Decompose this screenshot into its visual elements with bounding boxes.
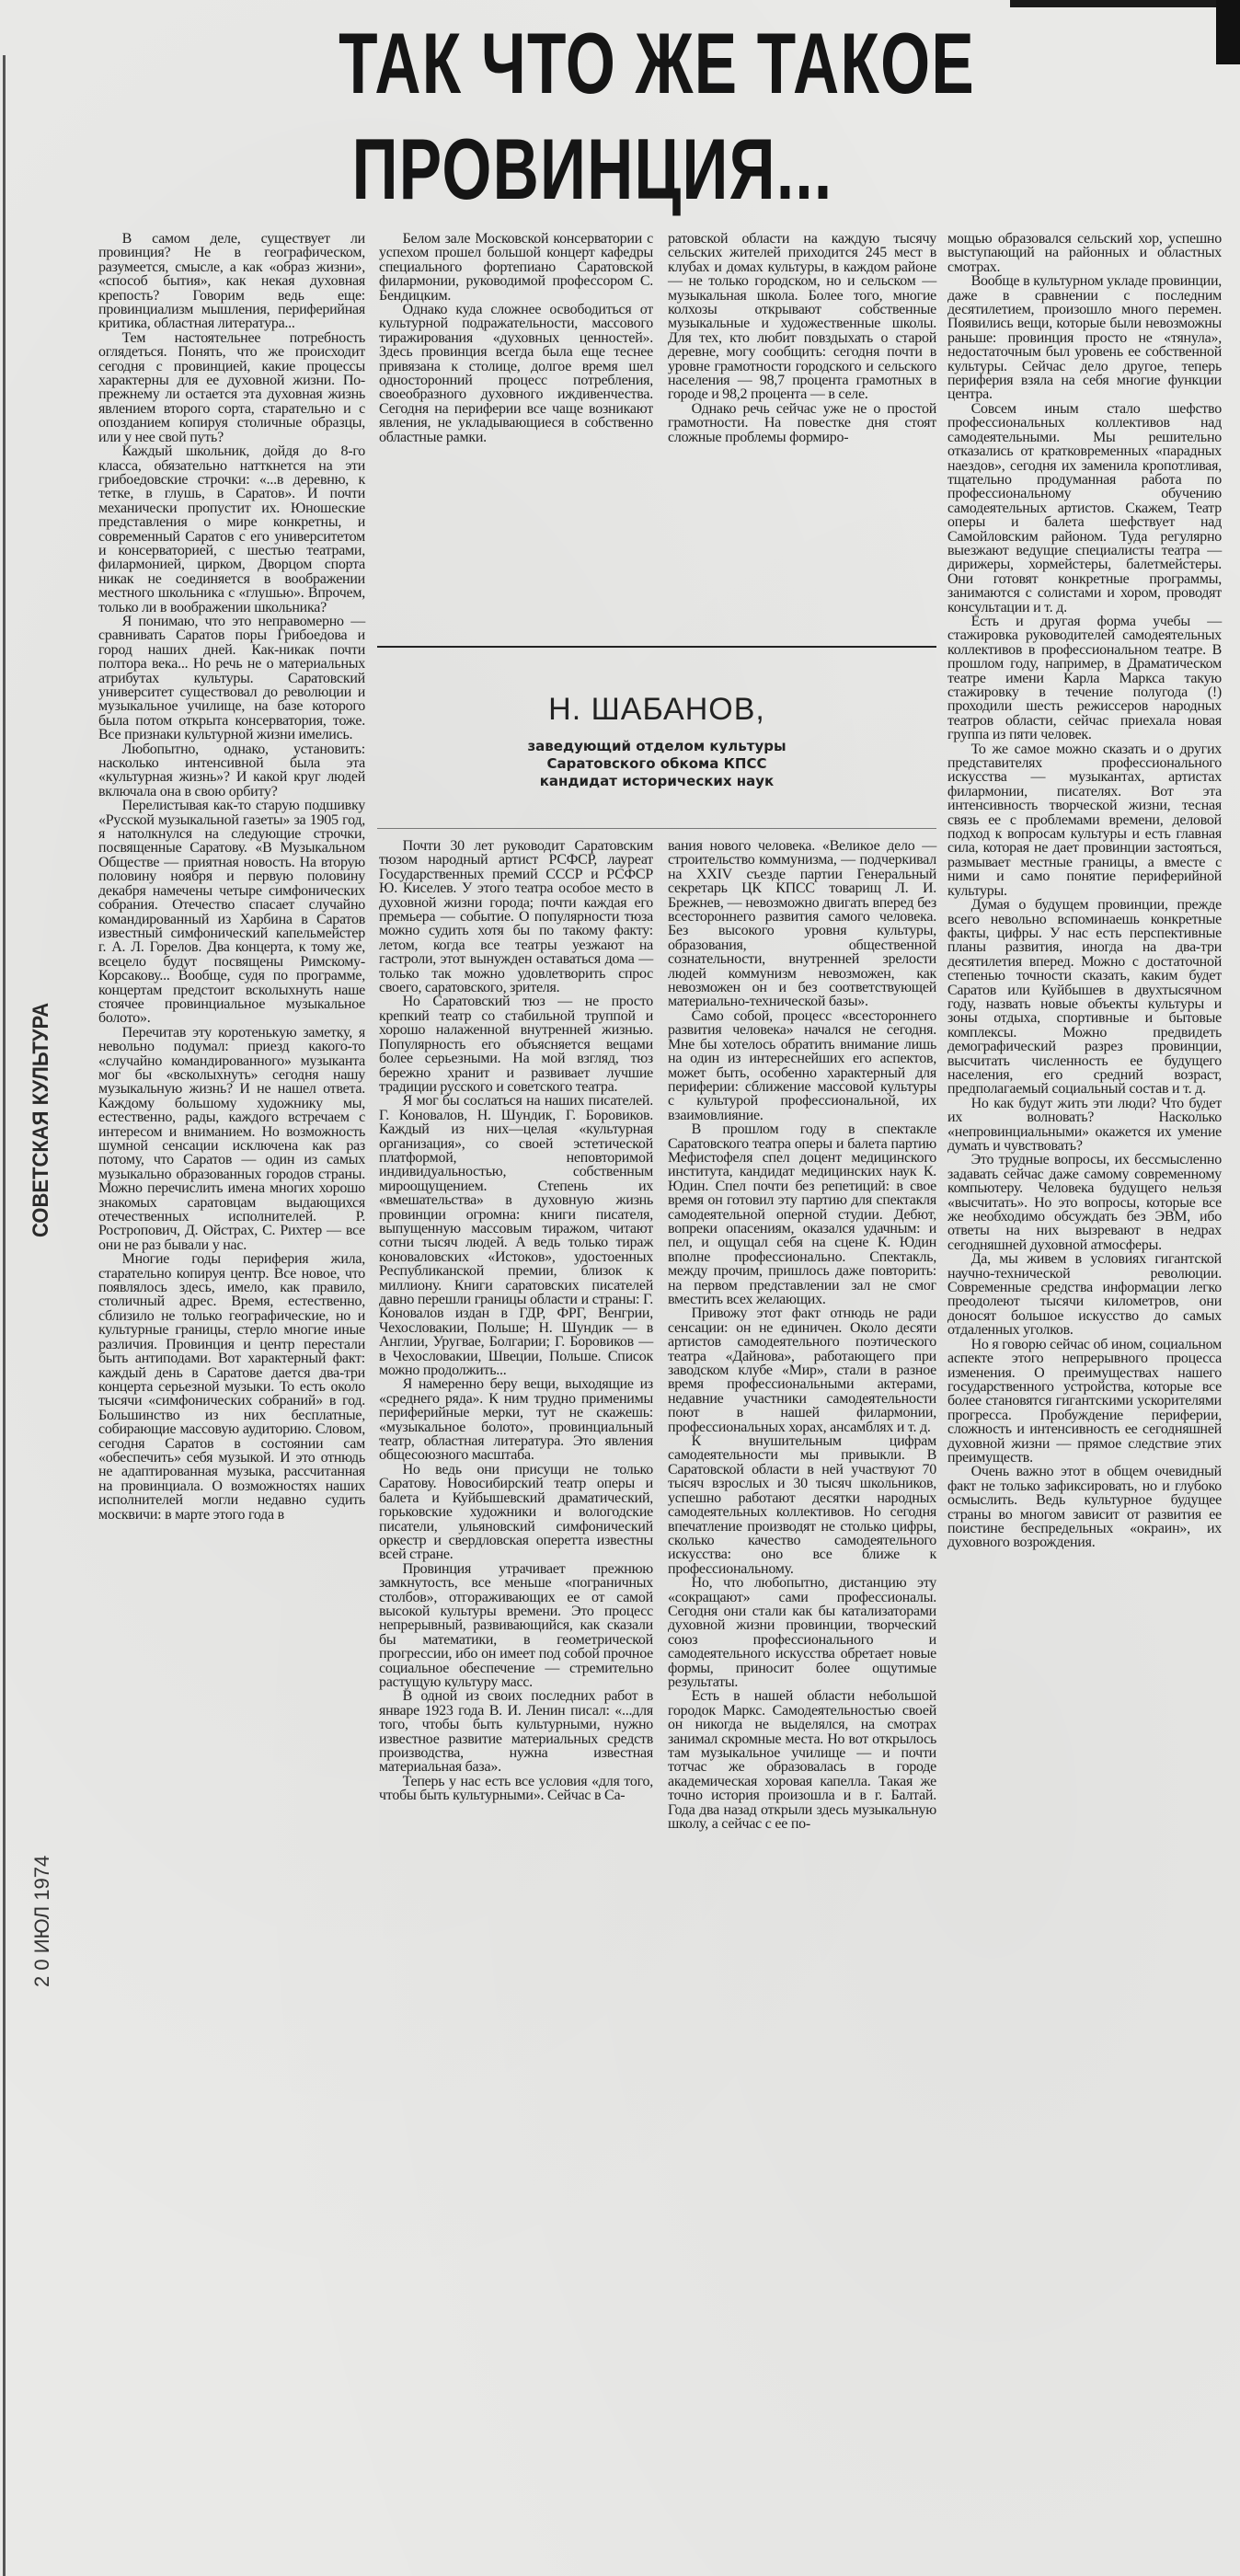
- article-paragraph: вания нового человека. «Великое дело — строительство коммунизма, — подчеркивал на XXIV съезде партии Генеральный секретарь ЦК КПСС товарищ Л. И. Брежнев, — невозможно двигать вперед без всестороннего развития самого человека. Без высокого уровня культуры, образования, общественной сознательности, внутренней зрелости людей коммунизм невозможен, как невозможен он и без соответствующей материально-технической базы».: [668, 838, 936, 1010]
- author-position: [377, 738, 936, 790]
- adjacent-page-corner: [1216, 0, 1240, 64]
- article-column-3-top: [668, 232, 936, 444]
- article-paragraph: Перечитав эту коротенькую заметку, я невольно подумал: приезд какого-то «случайно командированного» музыканта мог бы «всколыхнуть» сегодня нашу музыкальную жизнь? И не нашел ответа. Каждому большому художнику мы, естественно, рады, каждого встречаем с интересом и вниманием. Но возможность шумной сенсации исключена как раз потому, что Саратов — один из самых музыкально образованных городов страны. Можно перечислить имена многих хорошо знакомых саратовцам выдающихся отечественных исполнителей. Р. Ростропович, Д. Ойстрах, С. Рихтер — все они не раз бывали у нас.: [98, 1024, 365, 1253]
- article-paragraph: Почти 30 лет руководит Саратовским тюзом народный артист РСФСР, лауреат Государственных премий СССР и РСФСР Ю. Киселев. У этого театра особое место в духовной жизни города; почти каждая его премьера — событие. О популярности тюза можно судить хотя бы по такому факту: летом, когда все театры уезжают на гастроли, этот вынужден оставаться дома — только так можно удовлетворить спрос своего, саратовского, зрителя.: [379, 838, 653, 996]
- article-paragraph: Но ведь они присущи не только Саратову. Новосибирский театр оперы и балета и Куйбышевский драматический, горьковские художники и вологодские писатели, ульяновский симфонический оркестр и свердловская оперетта известны всей стране.: [379, 1461, 653, 1563]
- article-paragraph: Перелистывая как-то старую подшивку «Русской музыкальной газеты» за 1905 год, я натолкнулся на следующие строчки, посвященные Саратову. «В Музыкальном Обществе — приятная новость. На вторую половину ноября и первую половину декабря намечены четыре симфонических собрания. Отечество спасает случайно командированный из Харбина в Саратов известный симфонический капельмейстер г. А. Л. Горелов. Два концерта, к тому же, всецело будут посвящены Римскому-Корсакову... Вообще, судя по программе, концертам предстоит всколыхнуть наше стоячее провинциальное музыкальное болото».: [98, 798, 365, 1027]
- article-paragraph: Но я говорю сейчас об ином, социальном аспекте этого непрерывного процесса изменения. О преимуществах нашего государственного устройства, которые все более становятся гигантскими ускорителями прогресса. Пробуждение периферии, сложность и интенсивность ее сегодняшней духовной жизни — прямое следствие этих преимуществ.: [947, 1336, 1222, 1466]
- article-paragraph: Привожу этот факт отнюдь не ради сенсации: он не единичен. Около десяти артистов самодеятельного поэтического театра «Дайнова», работающего при заводском клубе «Мир», стали в разное время профессиональными актерами, недавние участники самодеятельности поют в нашей филармонии, профессиональных хорах, ансамблях и т. д.: [668, 1305, 936, 1435]
- article-paragraph: Любопытно, однако, установить: насколько интенсивной была эта «культурная жизнь»? И какой круг людей включала она в свою орбиту?: [98, 741, 365, 799]
- article-paragraph: Многие годы периферия жила, старательно копируя центр. Все новое, что появлялось здесь, имело, как правило, столичный адрес. Время, естественно, сблизило не только географические, но и культурные границы, стерло многие иные различия. Провинция и центр перестали быть антиподами. Вот характерный факт: каждый день в Саратове дается два-три концерта серьезной музыки. То есть около тысячи «симфонических собраний» в год. Большинство из них бесплатные, собирающие массовую аудиторию. Словом, сегодня Саратов в состоянии сам «обеспечить» себя музыкой. И это отнюдь не адаптированная музыка, рассчитанная на провинциала. О возможностях наших исполнителей могли недавно судить москвичи: в марте этого года в: [98, 1251, 365, 1523]
- article-paragraph: Да, мы живем в условиях гигантской научно-технической революции. Современные средства информации легко преодолеют тысячи километров, они доносят большое искусство до самых отдаленных уголков.: [947, 1251, 1222, 1339]
- article-paragraph: мощью образовался сельский хор, успешно выступающий на районных и областных смотрах.: [947, 231, 1222, 275]
- article-paragraph: Но Саратовский тюз — не просто крепкий театр со стабильной труппой и хорошо налаженной внутренней жизнью. Популярность его объясняется вещами более серьезными. На мой взгляд, тюз бережно хранит и развивает лучшие традиции русского и советского театра.: [379, 994, 653, 1095]
- article-paragraph: То же самое можно сказать и о других представителях профессионального искусства — музыкантах, артистах филармонии, писателях. Вот эта интенсивность творческой жизни, тесная связь ее с проблемами времени, деловой подход к вопросам культуры и есть главная сила, которая не дает провинции застояться, размывает местные границы, а вместе с ними и само понятие периферийной культуры.: [947, 741, 1222, 899]
- article-paragraph: Белом зале Московской консерватории с успехом прошел большой концерт кафедры специального фортепиано Саратовской филармонии, руководимой профессором С. Бендицким.: [379, 231, 653, 304]
- article-paragraph: Вообще в культурном укладе провинции, даже в сравнении с последним десятилетием, произошло много перемен. Появились вещи, которые были невозможны раньше: провинция просто не «тянула», недостаточным был уровень ее собственной культуры. Сейчас дело другое, теперь периферия взяла на себя многие функции центра.: [947, 273, 1222, 403]
- article-paragraph: Это трудные вопросы, их бессмысленно задавать сейчас даже самому современному компьютеру. Человека будущего нельзя «высчитать». Но это вопросы, которые все же необходимо обсуждать без ЭВМ, ибо ответы на них вызревают в недрах сегодняшней духовной атмосферы.: [947, 1152, 1222, 1253]
- author-position-line: заведующий отделом культуры: [527, 738, 786, 754]
- article-paragraph: Каждый школьник, дойдя до 8-го класса, обязательно натткнется на эти грибоедовские строчки: «...в деревню, к тетке, в глушь, в Саратов». И почти механически пропустит их. Юношеские представления о мире конкретны, и современный Саратов с его университетом и консерваторией, с шестью театрами, филармонией, цирком, Дворцом спорта никак не соединяется в воображении местного школьника с «глушью». Впрочем, только ли в воображении школьника?: [98, 443, 365, 615]
- article-paragraph: Тем настоятельнее потребность оглядеться. Понять, что же происходит сегодня с провинцией, какие процессы характерны для ее духовной жизни. По-прежнему ли остается эта духовная жизнь явлением второго сорта, старательно и с опозданием копируя столичные образцы, или у нее свой путь?: [98, 329, 365, 445]
- article-paragraph: ратовской области на каждую тысячу сельских жителей приходится 245 мест в клубах и домах культуры, в каждом районе — не только городском, но и сельском — музыкальная школа. Более того, многие колхозы открывают собственные музыкальные и художественные школы. Для тех, кто любит повздыхать о старой деревне, могу сообщить: сегодня почти в уровне грамотности городского и сельского населения — 98,7 процента грамотных в городе и 98,2 процента — в селе.: [668, 231, 936, 403]
- article-paragraph: Я намеренно беру вещи, выходящие из «среднего ряда». К ним трудно применимы периферийные мерки, тут не скажешь: «музыкальное болото», провинциальный театр, областная литература. Это явления общесоюзного масштаба.: [379, 1376, 653, 1464]
- article-paragraph: К внушительным цифрам самодеятельности мы привыкли. В Саратовской области в ней участвуют 70 тысяч взрослых и 30 тысяч школьников, успешно работают десятки народных самодеятельных коллективов. Но сегодня впечатление производят не столько цифры, сколько качество самодеятельного искусства: оно все ближе к профессиональному.: [668, 1433, 936, 1577]
- article-paragraph: Однако куда сложнее освободиться от культурной подражательности, массового тиражирования «духовных ценностей». Здесь провинция всегда была еще теснее привязана к столице, долгое время шел односторонний процесс потребления, своеобразного духовного иждивенчества. Сегодня на периферии все чаще возникают явления, не укладывающиеся в собственно областные рамки.: [379, 302, 653, 445]
- article-paragraph: В прошлом году в спектакле Саратовского театра оперы и балета партию Мефистофеля спел доцент медицинского института, кандидат медицинских наук К. Юдин. Спел почти без репетиций: в свое время он готовил эту партию для спектакля самодеятельной оперной студии. Дебют, вопреки опасениям, оказался удачным: и пел, и ощущал себя на сцене К. Юдин вполне профессионально. Спектакль, между прочим, пришлось даже повторить: на первом представлении зал не смог вместить всех желающих.: [668, 1121, 936, 1307]
- date-stamp: 2 0 ИЮЛ 1974: [30, 1855, 53, 1987]
- article-column-1: [98, 232, 365, 1522]
- article-paragraph: Я понимаю, что это неправомерно — сравнивать Саратов поры Грибоедова и город наших дней. Как-никак почти полтора века... Но речь не о материальных атрибутах культуры. Саратовский университет существовал до революции и музыкальное училище, на базе которого была потом открыта консерватория, тоже. Все признаки культурной жизни имелись.: [98, 613, 365, 743]
- article-column-3-bottom: [668, 839, 936, 1831]
- article-paragraph: Само собой, процесс «всестороннего развития человека» начался не сегодня. Мне бы хотелось обратить внимание лишь на один из интереснейших его аспектов, может быть, особенно характерный для периферии: сближение массовой культуры с культурой профессиональной, их взаимовлияние.: [668, 1007, 936, 1123]
- headline-line-2: ПРОВИНЦИЯ...: [351, 121, 833, 218]
- publication-stamp: СОВЕТСКАЯ КУЛЬТУРА: [28, 1002, 53, 1237]
- article-column-4: [947, 232, 1222, 1550]
- article-paragraph: Есть и другая форма учебы — стажировка руководителей самодеятельных коллективов в профессиональном театре. В прошлом году, например, в Драматическом театре имени Карла Маркса такую стажировку в течение полугода (!) проходили шесть режиссеров народных театров области, сейчас приехала новая группа из пяти человек.: [947, 613, 1222, 743]
- author-position-line: кандидат исторических наук: [539, 773, 775, 789]
- article-paragraph: Думая о будущем провинции, прежде всего невольно вспоминаешь конкретные факты, цифры. У нас есть перспективные планы развития, иногда на два-три десятилетия вперед. Можно с достаточной степенью точности сказать, каким будет Саратов или Куйбышев в двухтысячном году, назвать новые объекты культуры и зоны отдыха, спортивные и бытовые комплексы. Можно предвидеть демографический разрез провинции, высчитать численность ее будущего населения, его средний возраст, предполагаемый социальный состав и т. д.: [947, 897, 1222, 1098]
- article-paragraph: Есть в нашей области небольшой городок Маркс. Самодеятельностью своей он никогда не выделялся, на смотрах занимал скромные места. Но вот открылось там музыкальное училище — и почти тотчас же образовалась в городе академическая хоровая капелла. Такая же точно история произошла и в г. Балтай. Года два назад открыли здесь музыкальную школу, а сейчас с ее по-: [668, 1688, 936, 1833]
- article-paragraph: В одной из своих последних работ в январе 1923 года В. И. Ленин писал: «...для того, чтобы быть культурными, нужно известное развитие материальных средств производства, нужна известная материальная база».: [379, 1688, 653, 1776]
- byline-bottom-rule: [377, 828, 936, 829]
- adjacent-page-edge: [1010, 0, 1240, 7]
- article-paragraph: Но, что любопытно, дистанцию эту «сокращают» сами профессионалы. Сегодня они стали как бы катализаторами духовной жизни провинции, творческий союз профессионального и самодеятельного искусства обретает новые формы, приносит более ощутимые результаты.: [668, 1575, 936, 1690]
- article-paragraph: Однако речь сейчас уже не о простой грамотности. На повестке дня стоят сложные проблемы формиро-: [668, 400, 936, 445]
- author-position-line: Саратовского обкома КПСС: [546, 755, 767, 772]
- article-column-2-top: [379, 232, 653, 444]
- author-name: Н. ШАБАНОВ,: [548, 692, 765, 727]
- headline-line-1: ТАК ЧТО ЖЕ ТАКОЕ: [339, 15, 975, 112]
- page-edge-rule: [3, 55, 6, 2576]
- author-byline: [377, 646, 936, 830]
- byline-top-rule: [377, 646, 936, 648]
- article-paragraph: В самом деле, существует ли провинция? Не в географическом, разумеется, смысле, а как «образ жизни», «способ бытия», как некая духовная крепость? Говорим ведь еще: провинциализм мышления, периферийная критика, областная литература...: [98, 231, 365, 332]
- article-paragraph: Но как будут жить эти люди? Что будет их волновать? Насколько «непровинциальными» окажется их умение думать и чувствовать?: [947, 1095, 1222, 1154]
- article-paragraph: Теперь у нас есть все условия «для того, чтобы быть культурными». Сейчас в Са-: [379, 1773, 653, 1804]
- article-paragraph: Я мог бы сослаться на наших писателей. Г. Коновалов, Н. Шундик, Г. Боровиков. Каждый из них—целая «культурная организация», со своей эстетической платформой, неповторимой индивидуальностью, собственным мироощущением. Степень их «вмешательства» в духовную жизнь провинции огромна: книги писателя, выпущенную массовым тиражом, читают сотни тысяч людей. А ведь только тираж коноваловских «Истоков», удостоенных Республиканской премии, близок к миллиону. Книги саратовских писателей давно перешли границы области и страны: Г. Коновалов издан в ГДР, ФРГ, Венгрии, Чехословакии, Польше; Н. Шундик — в Англии, Уругвае, Болгарии; Г. Боровиков — в Чехословакии, Швеции, Польше. Список можно продолжить...: [379, 1093, 653, 1379]
- article-paragraph: Провинция утрачивает прежнюю замкнутость, все меньше «пограничных столбов», отгораживающих ее от самой высокой культуры времени. Это процесс непрерывный, развивающийся, как сказали бы математики, в геометрической прогрессии, ибо он имеет под собой прочное социальное обеспечение — стремительно растущую культуру масс.: [379, 1560, 653, 1690]
- article-column-2-bottom: [379, 839, 653, 1803]
- article-paragraph: Очень важно этот в общем очевидный факт не только зафиксировать, но и глубоко осмыслить. Ведь культурное будущее страны во многом зависит от развития ее поистине беспредельных «окраин», их духовного возрождения.: [947, 1464, 1222, 1551]
- article-paragraph: Совсем иным стало шефство профессиональных коллективов над самодеятельными. Мы решительно отказались от кратковременных «парадных наездов», сегодня их заменила кропотливая, тщательно продуманная работа по профессиональному обучению самодеятельных артистов. Скажем, Театр оперы и балета шефствует над Самойловским районом. Туда регулярно выезжают ведущие специалисты театра — дирижеры, хормейстеры, балетмейстеры. Они готовят конкретные программы, занимаются с солистами и хором, проводят консультации и т. д.: [947, 400, 1222, 615]
